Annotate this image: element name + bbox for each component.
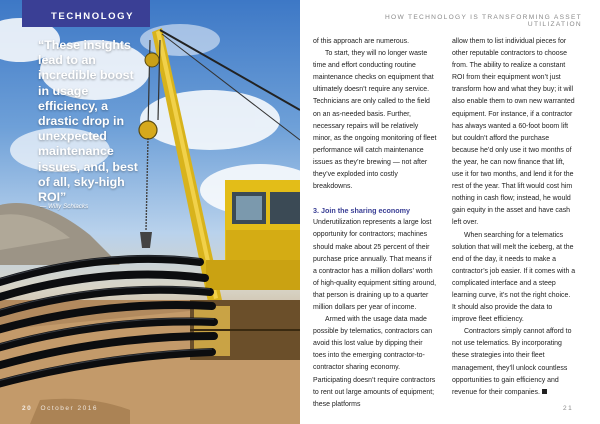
section-tab: TECHNOLOGY: [22, 0, 150, 27]
paragraph: of this approach are numerous.: [313, 38, 410, 45]
article-column-2: [452, 36, 576, 399]
article-column-1: [313, 36, 437, 411]
running-head: HOW TECHNOLOGY IS TRANSFORMING ASSET UTILIZATION: [384, 14, 582, 28]
paragraph-text: Contractors simply cannot afford to not use telematics. By incorporating these strategies into their fleet management, they’ll unlock countless opportunities to gain efficiency and revenue for their companies.: [452, 328, 572, 396]
issue-date: October 2016: [40, 405, 98, 412]
page-number-right: 21: [563, 405, 574, 412]
end-mark-icon: [542, 389, 547, 394]
paragraph: allow them to list individual pieces for other reputable contractors to choose from. The ability to realize a constant ROI from their equipment won’t just transform how and what they buy; it will also enable them to own new warranted equipment. For instance, if a contractor has always wanted a 60-foot boom lift but couldn’t afford the purchase because he’d only use it two months of the year, he can now finance that lift, use it for two months, and lend it for the rest of the year. That lift would cost him nothing in cash flow; instead, he would gain equity in the asset and have cash left over.: [452, 38, 575, 227]
paragraph: Armed with the usage data made possible by telematics, contractors can avoid this lost value by dipping their toes into the emerging contractor-to-contractor sharing economy. Participating doesn’t require contractors to rent out large amounts of equipment; these platforms: [313, 316, 436, 408]
folio-left: [22, 405, 98, 412]
paragraph: Underutilization represents a large lost opportunity for contractors; machines should make about 25 percent of their purchase price annually. That means if a contractor has a million dollars’ worth of high-quality equipment sitting around, that person is draining up to a quarter million dollars per year of income.: [313, 219, 437, 311]
page-number-left: 20: [22, 405, 33, 412]
paragraph: To start, they will no longer waste time and effort conducting routine maintenance checks on equipment that ultimately doesn’t require any service. Technicians are only called to the field on an as-needed basis. Further, necessary repairs will be relatively minor, as the ongoing monitoring of fleet performance will catch maintenance issues as they’re brewing — not after they’ve exploded into costly breakdowns.: [313, 50, 437, 191]
section-heading: 3. Join the sharing economy: [313, 206, 411, 216]
paragraph-last: [452, 326, 576, 399]
pull-quote-author: — Willy Schlacks: [40, 203, 89, 210]
paragraph: When searching for a telematics solution that will melt the iceberg, at the end of the day, it needs to make a contractor’s job easier. If it comes with a complicated interface and a steep learning curve, it’s not the right choice. It should also provide the data to improve fleet efficiency.: [452, 231, 576, 324]
pull-quote: “These insights lead to an incredible boost in usage efficiency, a drastic drop in unexpected maintenance issues, and, best of all, sky-high ROI”: [38, 38, 138, 205]
